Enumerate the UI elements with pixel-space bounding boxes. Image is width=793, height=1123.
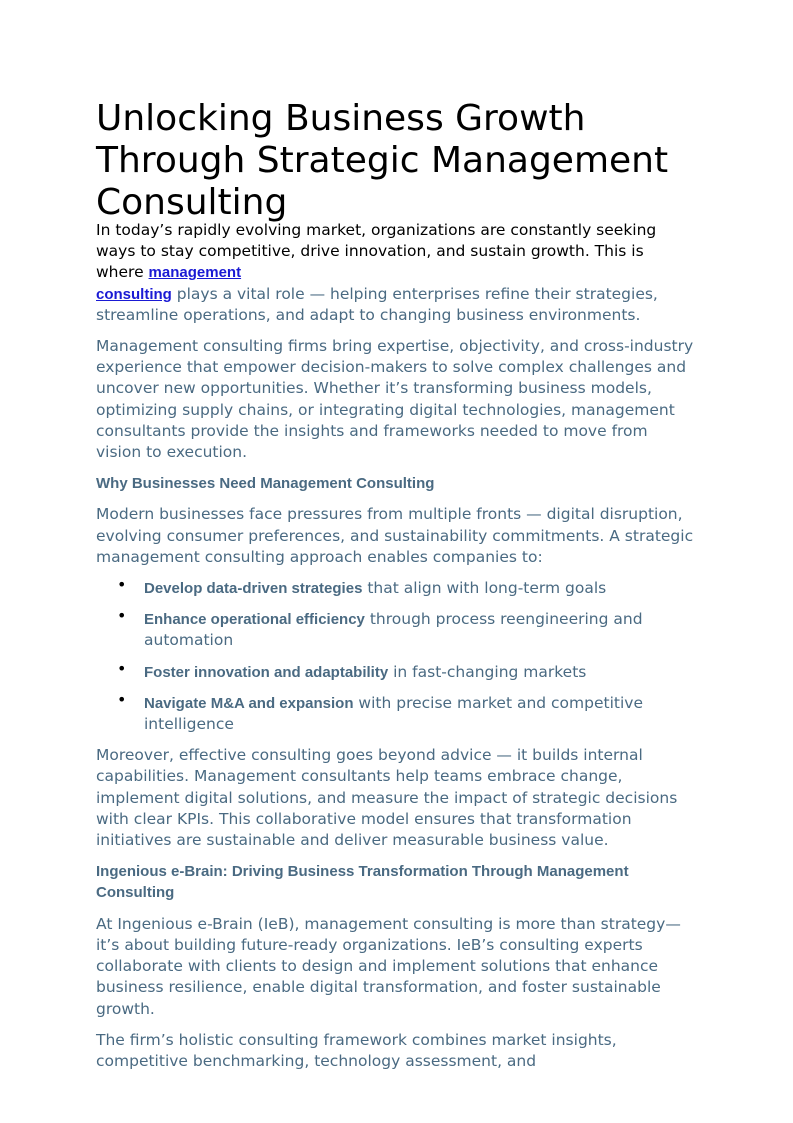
document-page xyxy=(96,98,696,1082)
section-heading-ieb: Ingenious e-Brain: Driving Business Transformation Through Management Consulting xyxy=(96,863,629,902)
intro-text-after-link: plays a vital role — helping enterprises refine their strategies, streamline operations, and adapt to changing business environments. xyxy=(96,284,658,324)
intro-text: In today’s rapidly evolving market, organizations are constantly seeking ways to stay competitive, drive innovation, and sustain growth. This is where xyxy=(96,221,657,282)
body-paragraph: Management consulting firms bring expertise, objectivity, and cross-industry experience that empower decision-makers to solve complex challenges and uncover new opportunities. Whether it’s transforming business models, optimizing supply chains, or integrating digital technologies, management consultants provide the insights and frameworks needed to move from vision to execution. xyxy=(96,337,694,462)
list-item-text: in fast-changing markets xyxy=(388,662,587,681)
section-heading-why: Why Businesses Need Management Consulting xyxy=(96,475,435,493)
list-item-bold: Enhance operational efficiency xyxy=(144,611,365,629)
intro-paragraph-continued xyxy=(96,284,696,326)
bullet-icon: • xyxy=(117,606,127,626)
list-item xyxy=(117,575,696,599)
consulting-link[interactable]: consulting xyxy=(96,285,172,303)
benefits-list xyxy=(96,575,696,735)
bullet-icon: • xyxy=(117,689,127,709)
list-item-bold: Foster innovation and adaptability xyxy=(144,663,389,681)
bullet-icon: • xyxy=(117,658,127,678)
list-item xyxy=(117,606,696,651)
body-paragraph: Moreover, effective consulting goes beyond advice — it builds internal capabilities. Management consultants help teams embrace change, implement digital solutions, and measure the impact of strategic decisions with clear KPIs. This collaborative model ensures that transformation initiatives are sustainable and deliver measurable business value. xyxy=(96,746,678,850)
intro-paragraph xyxy=(96,220,696,284)
body-paragraph: The firm’s holistic consulting framework combines market insights, competitive benchmarking, technology assessment, and xyxy=(96,1030,617,1070)
page-title: Unlocking Business Growth Through Strategic Management Consulting xyxy=(96,98,669,223)
list-item xyxy=(117,689,696,735)
body-paragraph: At Ingenious e-Brain (IeB), management consulting is more than strategy—it’s about building future-ready organizations. IeB’s consulting experts collaborate with clients to design and implement solutions that enhance business resilience, enable digital transformation, and foster sustainable growth. xyxy=(96,914,681,1018)
list-item-bold: Navigate M&A and expansion xyxy=(144,694,354,712)
list-item-text: that align with long-term goals xyxy=(362,579,607,598)
list-item xyxy=(117,658,696,683)
body-paragraph: Modern businesses face pressures from multiple fronts — digital disruption, evolving consumer preferences, and sustainability commitments. A strategic management consulting approach enables companies to: xyxy=(96,505,694,566)
list-item-text: with precise market and competitive intelligence xyxy=(144,693,643,734)
management-link[interactable]: management xyxy=(148,264,242,282)
bullet-icon: • xyxy=(117,575,127,595)
list-item-text: through process reengineering and automation xyxy=(144,610,643,650)
list-item-bold: Develop data-driven strategies xyxy=(144,580,363,598)
